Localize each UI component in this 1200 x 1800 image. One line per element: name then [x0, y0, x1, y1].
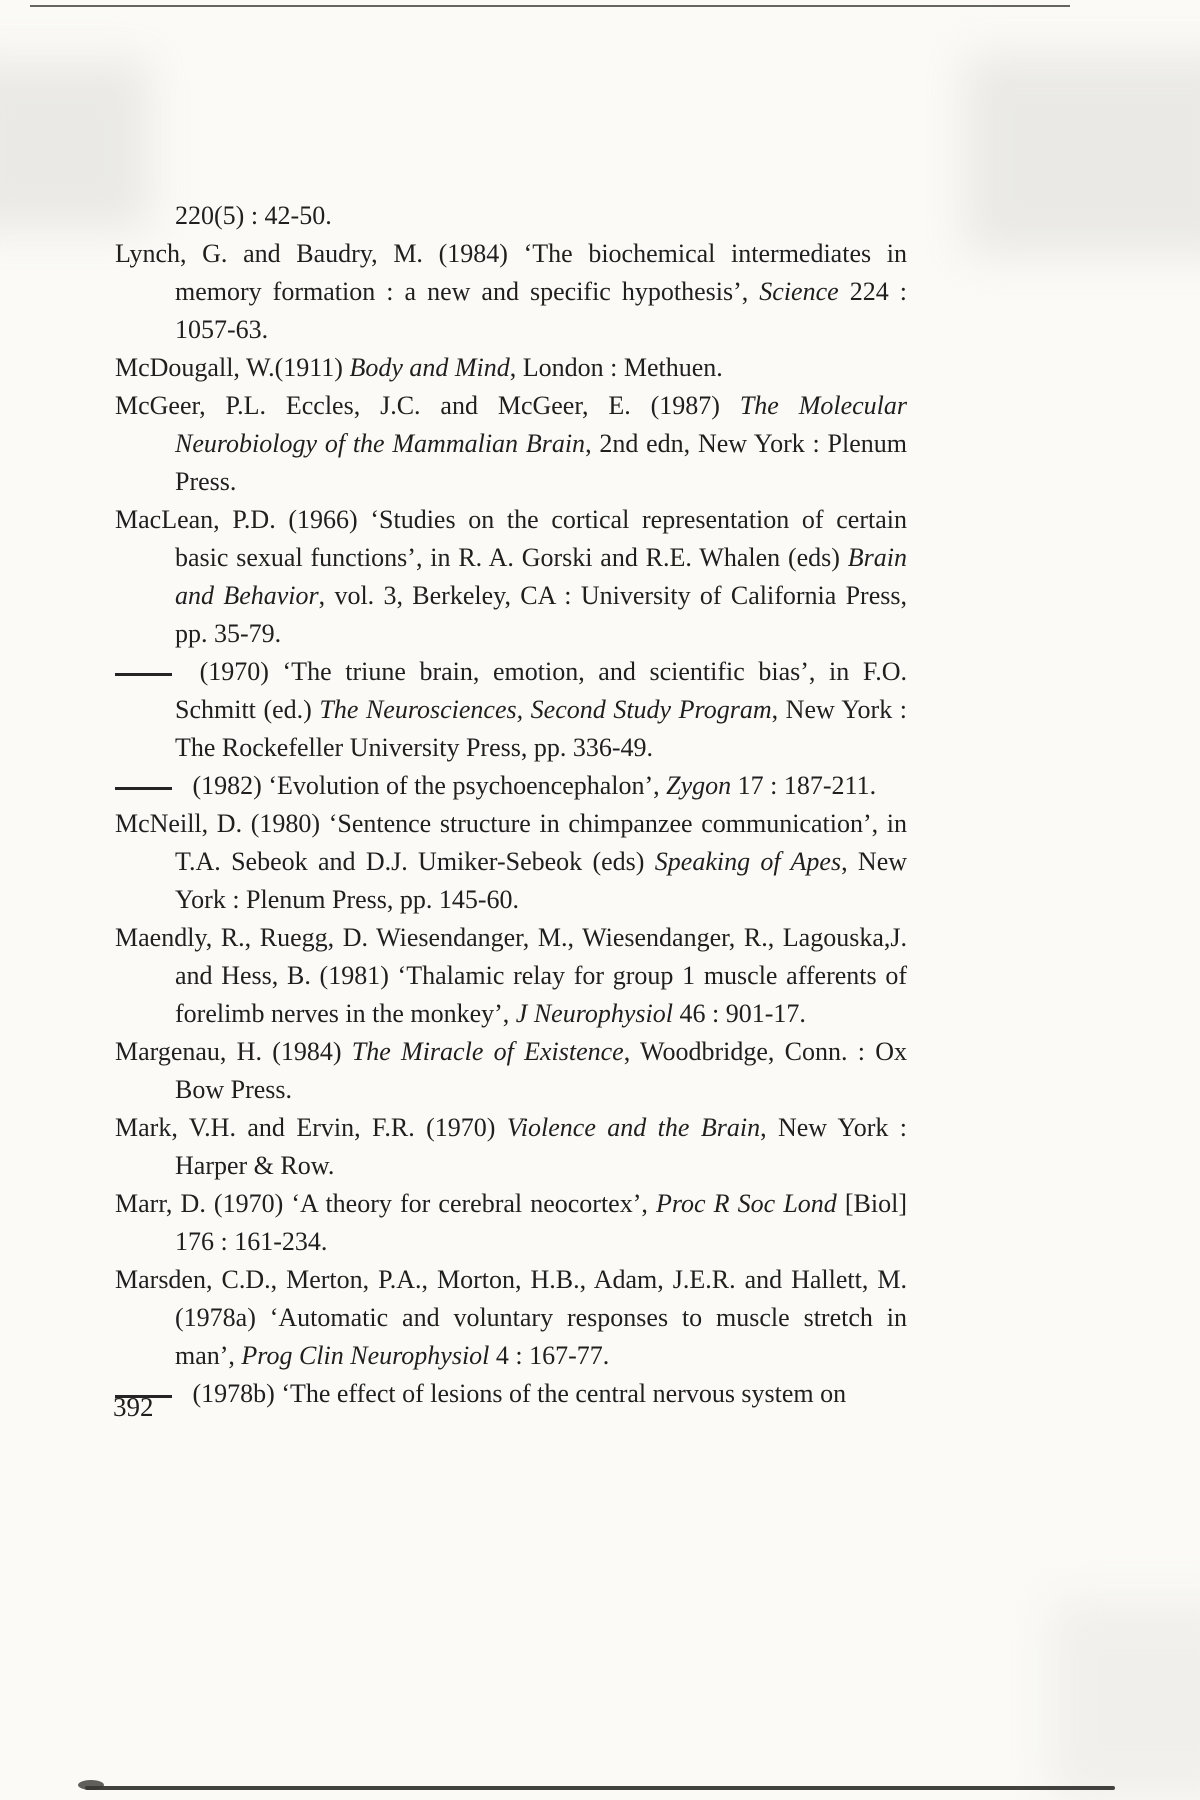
- reference-text: (1970) ‘The triune brain, emotion, and scientific bias’, in F.O. Schmitt (ed.): [175, 657, 907, 724]
- reference-italic-text: Brain and Behavior: [175, 543, 907, 610]
- reference-continuation-line: 220(5) : 42-50.: [175, 201, 332, 230]
- reference-text: [Biol] 176 : 161-234.: [175, 1189, 907, 1256]
- reference-italic-text: Science: [759, 277, 839, 306]
- scan-blotch: [78, 1780, 104, 1790]
- same-author-dash-icon: [115, 787, 172, 790]
- reference-text: Marsden, C.D., Merton, P.A., Morton, H.B., Adam, J.E.R. and Hallett, M. (1978a) ‘Automatic and voluntary responses to muscle stretch in man’,: [115, 1265, 907, 1370]
- reference-italic-text: The Neurosciences, Second Study Program: [319, 695, 772, 724]
- reference-italic-text: Zygon: [666, 771, 732, 800]
- reference-text: 46 : 901-17.: [672, 999, 806, 1028]
- reference-text: Marr, D. (1970) ‘A theory for cerebral neocortex’,: [115, 1189, 656, 1218]
- reference-entry: [115, 1375, 907, 1413]
- reference-text: Lynch, G. and Baudry, M. (1984) ‘The biochemical intermediates in memory formation : a new and specific hypothesis’,: [115, 239, 907, 306]
- reference-entry: [115, 767, 907, 805]
- reference-entry: [115, 387, 907, 501]
- reference-entry: [115, 653, 907, 767]
- reference-text: (1982) ‘Evolution of the psychoencephalon’,: [186, 771, 667, 800]
- reference-text: Margenau, H. (1984): [115, 1037, 352, 1066]
- reference-text: 4 : 167-77.: [489, 1341, 610, 1370]
- bibliography-page: [115, 197, 907, 1413]
- scan-shadow-bottom-right: [1050, 1600, 1200, 1800]
- reference-entry: [115, 501, 907, 653]
- reference-italic-text: Violence and the Brain: [506, 1113, 761, 1142]
- reference-entry: [115, 349, 907, 387]
- reference-text: , 2nd edn, New York : Plenum Press.: [175, 429, 907, 496]
- reference-text: Maendly, R., Ruegg, D. Wiesendanger, M., Wiesendanger, R., Lagouska,J. and Hess, B. (1981) ‘Thalamic relay for group 1 muscle afferents of forelimb nerves in the monkey’,: [115, 923, 907, 1028]
- reference-text: MacLean, P.D. (1966) ‘Studies on the cortical representation of certain basic sexual functions’, in R. A. Gorski and R.E. Whalen (eds): [115, 505, 907, 572]
- reference-text: McDougall, W.(1911): [115, 353, 350, 382]
- reference-text: , London : Methuen.: [509, 353, 723, 382]
- reference-text: 224 : 1057-63.: [175, 277, 907, 344]
- reference-italic-text: J Neurophysiol: [515, 999, 673, 1028]
- scan-edge-bottom: [85, 1786, 1115, 1790]
- reference-entry: [115, 1185, 907, 1261]
- reference-italic-text: The Miracle of Existence: [351, 1037, 624, 1066]
- reference-italic-text: Proc R Soc Lond: [656, 1189, 837, 1218]
- reference-text: 17 : 187-211.: [731, 771, 877, 800]
- reference-text: , New York : Harper & Row.: [175, 1113, 907, 1180]
- reference-text: , Woodbridge, Conn. : Ox Bow Press.: [175, 1037, 907, 1104]
- reference-italic-text: Speaking of Apes: [654, 847, 842, 876]
- reference-text: Mark, V.H. and Ervin, F.R. (1970): [115, 1113, 507, 1142]
- reference-entry: [115, 1033, 907, 1109]
- scan-edge-top: [30, 5, 1070, 7]
- reference-entry: [115, 235, 907, 349]
- reference-text: , New York : The Rockefeller University Press, pp. 336-49.: [175, 695, 907, 762]
- reference-text: McGeer, P.L. Eccles, J.C. and McGeer, E. (1987): [115, 391, 740, 420]
- reference-italic-text: Prog Clin Neurophysiol: [241, 1341, 490, 1370]
- reference-entry: [115, 1261, 907, 1375]
- same-author-dash-icon: [115, 673, 172, 676]
- reference-text: McNeill, D. (1980) ‘Sentence structure in chimpanzee communication’, in T.A. Sebeok and D.J. Umiker-Sebeok (eds): [115, 809, 907, 876]
- reference-entry: [115, 805, 907, 919]
- reference-entry: [115, 919, 907, 1033]
- reference-entry: [115, 1109, 907, 1185]
- reference-text: (1978b) ‘The effect of lesions of the central nervous system on: [186, 1379, 847, 1408]
- references-list: [115, 235, 907, 1413]
- page-number: 392: [113, 1392, 154, 1422]
- reference-italic-text: The Molecular Neurobiology of the Mammalian Brain: [175, 391, 907, 458]
- scan-shadow-top-right: [965, 55, 1200, 255]
- reference-italic-text: Body and Mind: [349, 353, 510, 382]
- reference-text: , vol. 3, Berkeley, CA : University of California Press, pp. 35-79.: [175, 581, 907, 648]
- reference-text: , New York : Plenum Press, pp. 145-60.: [175, 847, 908, 914]
